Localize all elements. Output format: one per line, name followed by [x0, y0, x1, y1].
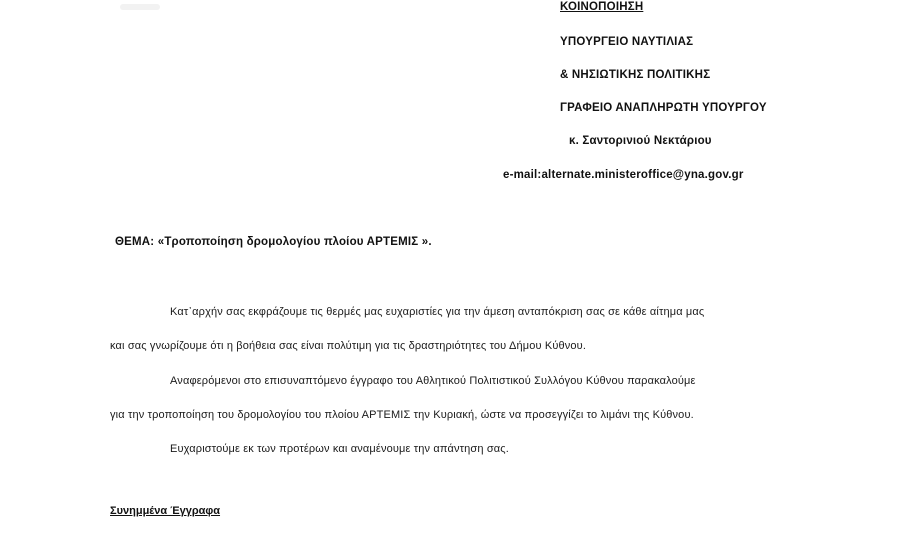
- recipient-name: κ. Σαντορινιού Νεκτάριου: [569, 135, 712, 147]
- paragraph-2-line-1: Αναφερόμενοι στο επισυναπτόμενο έγγραφο του Αθλητικού Πολιτιστικού Συλλόγου Κύθνου παρακαλούμε: [170, 375, 696, 387]
- paragraph-1-line-2: και σας γνωρίζουμε ότι η βοήθεια σας είναι πολύτιμη για τις δραστηριότητες του Δήμου Κύθνου.: [110, 340, 587, 352]
- recipient-office: ΓΡΑΦΕΙΟ ΑΝΑΠΛΗΡΩΤΗ ΥΠΟΥΡΓΟΥ: [560, 102, 767, 114]
- paragraph-2-line-2: για την τροποποίηση του δρομολογίου του πλοίου ΑΡΤΕΜΙΣ την Κυριακή, ώστε να προσεγγίζει το λιμάνι της Κύθνου.: [110, 409, 694, 421]
- recipient-ministry-2: & ΝΗΣΙΩΤΙΚΗΣ ΠΟΛΙΤΙΚΗΣ: [560, 69, 711, 81]
- subject-line: ΘΕΜΑ: «Τροποποίηση δρομολογίου πλοίου ΑΡΤΕΜΙΣ ».: [115, 236, 432, 248]
- paragraph-3-line-1: Ευχαριστούμε εκ των προτέρων και αναμένουμε την απάντηση σας.: [170, 443, 509, 455]
- recipient-ministry: ΥΠΟΥΡΓΕΙΟ ΝΑΥΤΙΛΙΑΣ: [560, 36, 694, 48]
- paragraph-1-line-1: Κατ᾽αρχήν σας εκφράζουμε τις θερμές μας ευχαριστίες για την άμεση ανταπόκριση σας σε κάθε αίτημα μας: [170, 306, 705, 318]
- attachments-heading: Συνημμένα Έγγραφα: [110, 505, 221, 517]
- recipient-email: e-mail:alternate.ministeroffice@yna.gov.gr: [503, 169, 744, 181]
- recipients-heading: ΚΟΙΝΟΠΟΙΗΣΗ: [560, 1, 644, 13]
- scan-smudge: [120, 4, 160, 10]
